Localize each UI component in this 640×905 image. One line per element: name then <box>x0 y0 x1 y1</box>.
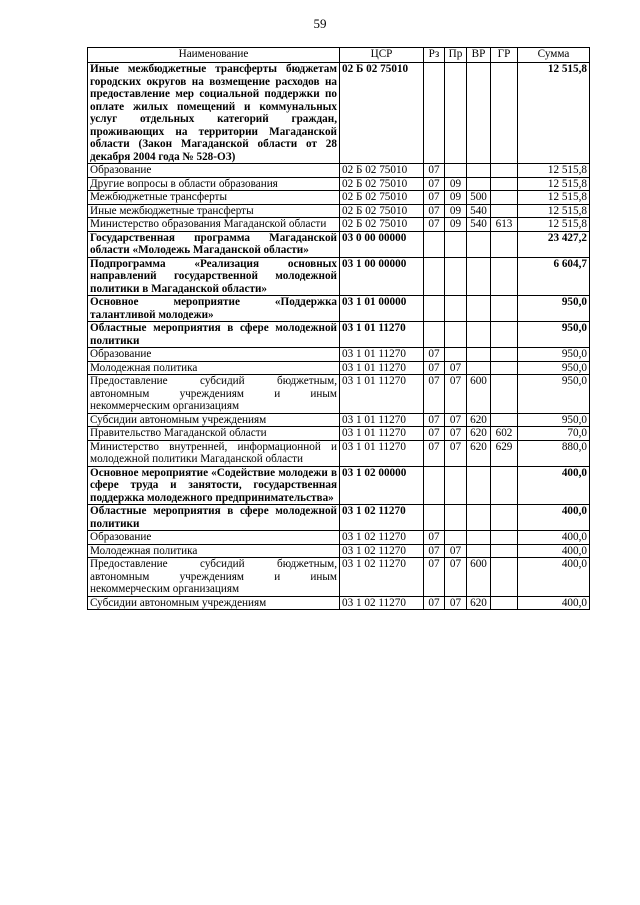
row-name-cell: Министерство внутренней, информационной и молодежной политики Магаданской области <box>88 440 340 466</box>
row-sum-cell: 23 427,2 <box>518 231 590 257</box>
row-gr-cell <box>491 413 518 427</box>
row-pr-cell: 09 <box>445 191 467 205</box>
row-sum-cell: 12 515,8 <box>518 164 590 178</box>
row-csr-cell: 03 1 01 11270 <box>340 440 424 466</box>
header-vr: ВР <box>467 48 491 63</box>
row-csr-cell: 03 1 02 11270 <box>340 558 424 597</box>
row-name-cell: Областные мероприятия в сфере молодежной политики <box>88 505 340 531</box>
row-csr-cell: 03 1 02 11270 <box>340 531 424 545</box>
row-name-cell: Субсидии автономным учреждениям <box>88 413 340 427</box>
row-gr-cell <box>491 505 518 531</box>
row-vr-cell <box>467 361 491 375</box>
row-name-cell: Предоставление субсидий бюджетным, автономным учреждениям и иным некоммерческим организациям <box>88 558 340 597</box>
row-csr-cell: 03 1 02 11270 <box>340 596 424 610</box>
table-row <box>88 231 590 257</box>
row-vr-cell: 540 <box>467 218 491 232</box>
row-rz-cell <box>424 505 445 531</box>
row-csr-cell: 02 Б 02 75010 <box>340 177 424 191</box>
table-row <box>88 348 590 362</box>
table-row <box>88 544 590 558</box>
row-sum-cell: 950,0 <box>518 322 590 348</box>
table-row <box>88 191 590 205</box>
row-name-cell: Основное мероприятие «Содействие молодежи в сфере труда и занятости, государственная поддержка молодежного предпринимательства» <box>88 466 340 505</box>
row-sum-cell: 12 515,8 <box>518 191 590 205</box>
table-row <box>88 505 590 531</box>
row-sum-cell: 12 515,8 <box>518 63 590 164</box>
row-csr-cell: 03 1 02 11270 <box>340 505 424 531</box>
table-row <box>88 466 590 505</box>
table-row <box>88 375 590 414</box>
header-rz: Рз <box>424 48 445 63</box>
row-pr-cell <box>445 322 467 348</box>
row-csr-cell: 03 1 02 00000 <box>340 466 424 505</box>
row-gr-cell <box>491 531 518 545</box>
row-pr-cell: 07 <box>445 596 467 610</box>
row-pr-cell <box>445 257 467 296</box>
table-row <box>88 322 590 348</box>
row-vr-cell <box>467 164 491 178</box>
row-name-cell: Молодежная политика <box>88 544 340 558</box>
row-sum-cell: 12 515,8 <box>518 204 590 218</box>
row-rz-cell: 07 <box>424 177 445 191</box>
table-row <box>88 531 590 545</box>
table-header-row <box>88 48 590 63</box>
row-rz-cell <box>424 63 445 164</box>
row-sum-cell: 400,0 <box>518 558 590 597</box>
row-rz-cell: 07 <box>424 191 445 205</box>
table-row <box>88 361 590 375</box>
header-name: Наименование <box>88 48 340 63</box>
row-gr-cell <box>491 296 518 322</box>
row-csr-cell: 03 0 00 00000 <box>340 231 424 257</box>
row-sum-cell: 950,0 <box>518 361 590 375</box>
row-pr-cell: 07 <box>445 440 467 466</box>
header-gr: ГР <box>491 48 518 63</box>
table-row <box>88 558 590 597</box>
row-csr-cell: 03 1 01 11270 <box>340 413 424 427</box>
row-vr-cell <box>467 231 491 257</box>
row-pr-cell <box>445 505 467 531</box>
row-sum-cell: 950,0 <box>518 375 590 414</box>
row-sum-cell: 12 515,8 <box>518 218 590 232</box>
row-csr-cell: 02 Б 02 75010 <box>340 218 424 232</box>
row-csr-cell: 03 1 01 11270 <box>340 427 424 441</box>
row-name-cell: Иные межбюджетные трансферты бюджетам городских округов на возмещение расходов на предоставление мер социальной поддержки по оплате жилых помещений и коммунальных услуг отдельных категорий граждан, проживающих на территории Магаданской области (Закон Магаданской области от 28 декабря 2004 года № 528-ОЗ) <box>88 63 340 164</box>
table-row <box>88 63 590 164</box>
row-rz-cell: 07 <box>424 164 445 178</box>
row-name-cell: Субсидии автономным учреждениям <box>88 596 340 610</box>
row-rz-cell: 07 <box>424 348 445 362</box>
row-gr-cell: 613 <box>491 218 518 232</box>
row-vr-cell: 620 <box>467 596 491 610</box>
row-csr-cell: 03 1 01 11270 <box>340 322 424 348</box>
row-pr-cell <box>445 296 467 322</box>
row-sum-cell: 880,0 <box>518 440 590 466</box>
row-csr-cell: 03 1 01 11270 <box>340 375 424 414</box>
table-row <box>88 413 590 427</box>
row-csr-cell: 03 1 00 00000 <box>340 257 424 296</box>
row-pr-cell: 07 <box>445 361 467 375</box>
table-row <box>88 177 590 191</box>
row-vr-cell: 620 <box>467 427 491 441</box>
row-name-cell: Молодежная политика <box>88 361 340 375</box>
row-name-cell: Иные межбюджетные трансферты <box>88 204 340 218</box>
row-csr-cell: 03 1 01 00000 <box>340 296 424 322</box>
row-pr-cell: 09 <box>445 218 467 232</box>
row-rz-cell: 07 <box>424 361 445 375</box>
row-vr-cell <box>467 322 491 348</box>
row-rz-cell: 07 <box>424 558 445 597</box>
row-vr-cell <box>467 177 491 191</box>
row-gr-cell <box>491 322 518 348</box>
row-gr-cell <box>491 204 518 218</box>
row-vr-cell: 500 <box>467 191 491 205</box>
table-row <box>88 218 590 232</box>
row-csr-cell: 02 Б 02 75010 <box>340 164 424 178</box>
row-rz-cell: 07 <box>424 413 445 427</box>
row-pr-cell: 09 <box>445 177 467 191</box>
row-pr-cell <box>445 63 467 164</box>
row-rz-cell <box>424 466 445 505</box>
row-vr-cell: 620 <box>467 413 491 427</box>
row-pr-cell <box>445 531 467 545</box>
row-vr-cell: 620 <box>467 440 491 466</box>
row-rz-cell <box>424 296 445 322</box>
table-row <box>88 296 590 322</box>
row-vr-cell <box>467 531 491 545</box>
row-sum-cell: 400,0 <box>518 505 590 531</box>
row-vr-cell: 540 <box>467 204 491 218</box>
row-gr-cell <box>491 257 518 296</box>
row-csr-cell: 02 Б 02 75010 <box>340 63 424 164</box>
row-pr-cell: 09 <box>445 204 467 218</box>
row-name-cell: Предоставление субсидий бюджетным, автономным учреждениям и иным некоммерческим организациям <box>88 375 340 414</box>
row-name-cell: Правительство Магаданской области <box>88 427 340 441</box>
table-row <box>88 164 590 178</box>
row-pr-cell <box>445 348 467 362</box>
row-sum-cell: 950,0 <box>518 413 590 427</box>
row-gr-cell <box>491 361 518 375</box>
row-gr-cell <box>491 466 518 505</box>
row-csr-cell: 03 1 01 11270 <box>340 361 424 375</box>
row-name-cell: Подпрограмма «Реализация основных направлений государственной молодежной политики в Магаданской области» <box>88 257 340 296</box>
row-vr-cell <box>467 348 491 362</box>
row-vr-cell <box>467 544 491 558</box>
row-pr-cell: 07 <box>445 558 467 597</box>
row-name-cell: Государственная программа Магаданской области «Молодежь Магаданской области» <box>88 231 340 257</box>
row-name-cell: Основное мероприятие «Поддержка талантливой молодежи» <box>88 296 340 322</box>
row-sum-cell: 950,0 <box>518 348 590 362</box>
row-csr-cell: 03 1 01 11270 <box>340 348 424 362</box>
row-csr-cell: 02 Б 02 75010 <box>340 191 424 205</box>
row-pr-cell: 07 <box>445 544 467 558</box>
table-row <box>88 257 590 296</box>
row-sum-cell: 400,0 <box>518 531 590 545</box>
row-sum-cell: 400,0 <box>518 466 590 505</box>
row-sum-cell: 6 604,7 <box>518 257 590 296</box>
row-vr-cell: 600 <box>467 558 491 597</box>
row-name-cell: Образование <box>88 531 340 545</box>
row-name-cell: Министерство образования Магаданской области <box>88 218 340 232</box>
row-rz-cell: 07 <box>424 375 445 414</box>
row-gr-cell <box>491 164 518 178</box>
row-gr-cell <box>491 177 518 191</box>
row-gr-cell <box>491 348 518 362</box>
page-number: 59 <box>313 16 327 31</box>
row-vr-cell <box>467 466 491 505</box>
table-row <box>88 204 590 218</box>
row-gr-cell <box>491 596 518 610</box>
row-rz-cell: 07 <box>424 218 445 232</box>
row-gr-cell: 629 <box>491 440 518 466</box>
row-pr-cell <box>445 231 467 257</box>
row-sum-cell: 12 515,8 <box>518 177 590 191</box>
row-csr-cell: 02 Б 02 75010 <box>340 204 424 218</box>
table-body <box>88 63 590 610</box>
table-row <box>88 440 590 466</box>
row-rz-cell: 07 <box>424 440 445 466</box>
row-rz-cell: 07 <box>424 596 445 610</box>
row-sum-cell: 400,0 <box>518 596 590 610</box>
row-gr-cell: 602 <box>491 427 518 441</box>
row-gr-cell <box>491 63 518 164</box>
row-vr-cell <box>467 296 491 322</box>
header-pr: Пр <box>445 48 467 63</box>
row-rz-cell <box>424 322 445 348</box>
row-name-cell: Межбюджетные трансферты <box>88 191 340 205</box>
row-gr-cell <box>491 231 518 257</box>
row-rz-cell: 07 <box>424 531 445 545</box>
table-row <box>88 427 590 441</box>
row-name-cell: Образование <box>88 164 340 178</box>
budget-table <box>87 47 590 610</box>
row-sum-cell: 70,0 <box>518 427 590 441</box>
row-csr-cell: 03 1 02 11270 <box>340 544 424 558</box>
row-pr-cell: 07 <box>445 427 467 441</box>
row-gr-cell <box>491 544 518 558</box>
row-rz-cell: 07 <box>424 204 445 218</box>
row-vr-cell <box>467 63 491 164</box>
row-vr-cell: 600 <box>467 375 491 414</box>
row-vr-cell <box>467 257 491 296</box>
row-rz-cell: 07 <box>424 544 445 558</box>
row-sum-cell: 950,0 <box>518 296 590 322</box>
row-gr-cell <box>491 191 518 205</box>
header-sum: Сумма <box>518 48 590 63</box>
row-rz-cell: 07 <box>424 427 445 441</box>
row-rz-cell <box>424 257 445 296</box>
row-pr-cell <box>445 164 467 178</box>
table-row <box>88 596 590 610</box>
row-gr-cell <box>491 558 518 597</box>
row-sum-cell: 400,0 <box>518 544 590 558</box>
row-pr-cell: 07 <box>445 375 467 414</box>
row-vr-cell <box>467 505 491 531</box>
row-name-cell: Областные мероприятия в сфере молодежной политики <box>88 322 340 348</box>
row-name-cell: Другие вопросы в области образования <box>88 177 340 191</box>
row-gr-cell <box>491 375 518 414</box>
row-pr-cell <box>445 466 467 505</box>
row-rz-cell <box>424 231 445 257</box>
row-name-cell: Образование <box>88 348 340 362</box>
row-pr-cell: 07 <box>445 413 467 427</box>
header-csr: ЦСР <box>340 48 424 63</box>
